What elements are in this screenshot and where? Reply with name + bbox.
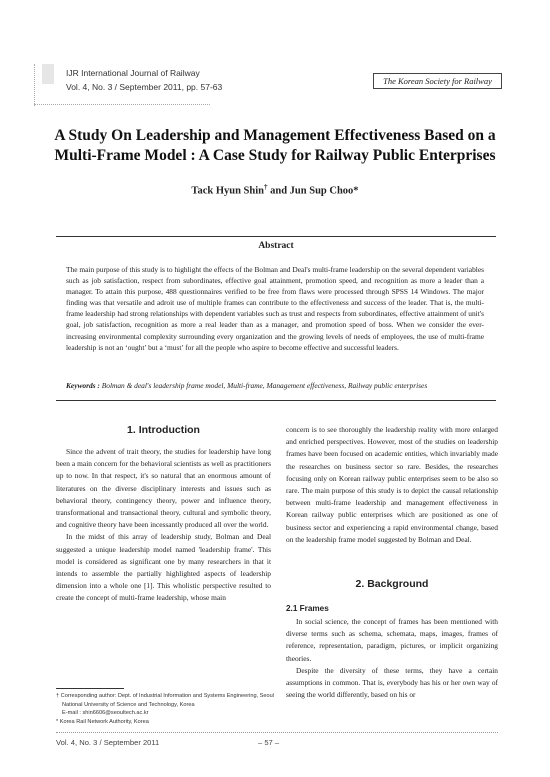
author-1-mark: † <box>264 183 268 191</box>
author-1: Tack Hyun Shin <box>191 185 264 197</box>
title-line-2: Multi-Frame Model : A Case Study for Railway Public Enterprises <box>54 147 496 164</box>
intro-paragraph-2: In the midst of this array of leadership study, Bolman and Deal suggested a unique leadership model named 'leadership frame'. This model is considered as significant one by many researchers in that it intends to assemble the partially highlighted aspects of leadership dimension into a whole one [1]. This wholistic perspective resulted to create the concept of multi-frame leadership, whose main <box>56 532 271 603</box>
right-column-top <box>286 424 498 546</box>
keywords-label: Keywords : <box>66 381 102 390</box>
title-line-1: A Study On Leadership and Management Effectiveness Based on a <box>54 127 496 144</box>
intro-paragraph-1: Since the advent of trait theory, the studies for leadership have long been a main concern for the behavioral scientists as well as practitioners up to now. In that respect, it's so natural that an enormous amount of literatures on the diverse disciplinary interests and issues such as behavioral theory, contingency theory, power and influence theory, transformational and transactional theory, cultural and symbolic theory, and cognitive theory have been incessantly produced all over the world. <box>56 447 271 530</box>
journal-name: IJR International Journal of Railway <box>66 68 200 78</box>
frames-paragraph-2: Despite the diversity of these terms, they have a certain assumptions in common. That is, everybody has his or her own way of seeing the world differently, based on his or <box>286 665 498 700</box>
keywords <box>66 381 506 390</box>
section-heading-introduction: 1. Introduction <box>127 424 200 436</box>
authors <box>50 183 500 197</box>
abstract-top-rule <box>56 236 496 237</box>
header-underline <box>34 104 210 105</box>
intro-paragraph-3: concern is to see thoroughly the leadership reality with more enlarged and enriched perspectives. However, most of the studies on leadership frames have been focused on academic entities, which invariably made the researches on business sector so rare. Besides, the researches focusing only on Korean railway public enterprises seem to be also so rare. The main purpose of this study is to depict the causal relationship between multi-frame leadership and management effectiveness in Korean railway public enterprises which are positioned as one of business sector and experiencing a rapid environmental change, based on the leadership frame model suggested by Bolman and Deal. <box>286 425 498 544</box>
footnote-corresponding-author: † Corresponding author: Dept. of Industrial Information and Systems Engineering, Seoul National University of Science and Technology, Korea <box>56 693 274 708</box>
section-heading-background: 2. Background <box>355 578 429 590</box>
abstract-bottom-rule <box>56 400 496 401</box>
footer-issue: Vol. 4, No. 3 / September 2011 <box>56 738 160 747</box>
subsection-heading-frames: 2.1 Frames <box>286 604 329 613</box>
footnote-rule <box>56 688 124 689</box>
frames-paragraph-1: In social science, the concept of frames has been mentioned with diverse terms such as schema, schemata, maps, images, frames of reference, representation, paradigm, pictures, or implicit organizing theories. <box>286 617 498 663</box>
footer-rule <box>56 732 498 733</box>
author-2: and Jun Sup Choo* <box>267 185 359 197</box>
right-column-bottom <box>286 616 498 701</box>
page-number: – 57 – <box>258 738 280 747</box>
footnote-affiliation: * Korea Rail Network Authority, Korea <box>56 718 149 725</box>
journal-volume: Vol. 4, No. 3 / September 2011, pp. 57-63 <box>66 82 223 92</box>
abstract-heading: Abstract <box>258 241 294 251</box>
left-column <box>56 446 271 605</box>
footnote-email: E-mail : shin6606@seoultech.ac.kr <box>62 710 149 717</box>
footnotes <box>56 692 276 726</box>
paper-title <box>50 126 500 166</box>
abstract-body: The main purpose of this study is to highlight the effects of the Bolman and Deal's multi-frame leadership on the several dependent variables such as job satisfaction, respect from subordinates, effective goal attainment, promotion speed, and recognition as more a leader than a manager. To attain this purpose, 488 questionnaires verified to be free from flaws were processed through SPSS 14 Windows. The major finding was that versatile and adroit use of multiple frames can contribute to the effectiveness and success of the leader. That is, the multi-frame leadership had strong relationships with dependent variables such as trust and respects from subordinates, effective attainment of unit's goal, job satisfaction, recognition as more a real leader than as a manager, and promotion speed of boss. When we consider the ever-increasing environmental complexity surrounding every organization and the growing levels of needs of employees, the use of multi-frame leadership is not an ‘ought’ but a ‘must’ for all the people who aspire to become effective and successful leaders. <box>66 265 484 352</box>
header-corner-line <box>34 64 47 106</box>
keywords-text: Bolman & deal's leadership frame model, Multi-frame, Management effectiveness, Railway public enterprises <box>101 381 428 390</box>
society-badge: The Korean Society for Railway <box>373 73 502 89</box>
